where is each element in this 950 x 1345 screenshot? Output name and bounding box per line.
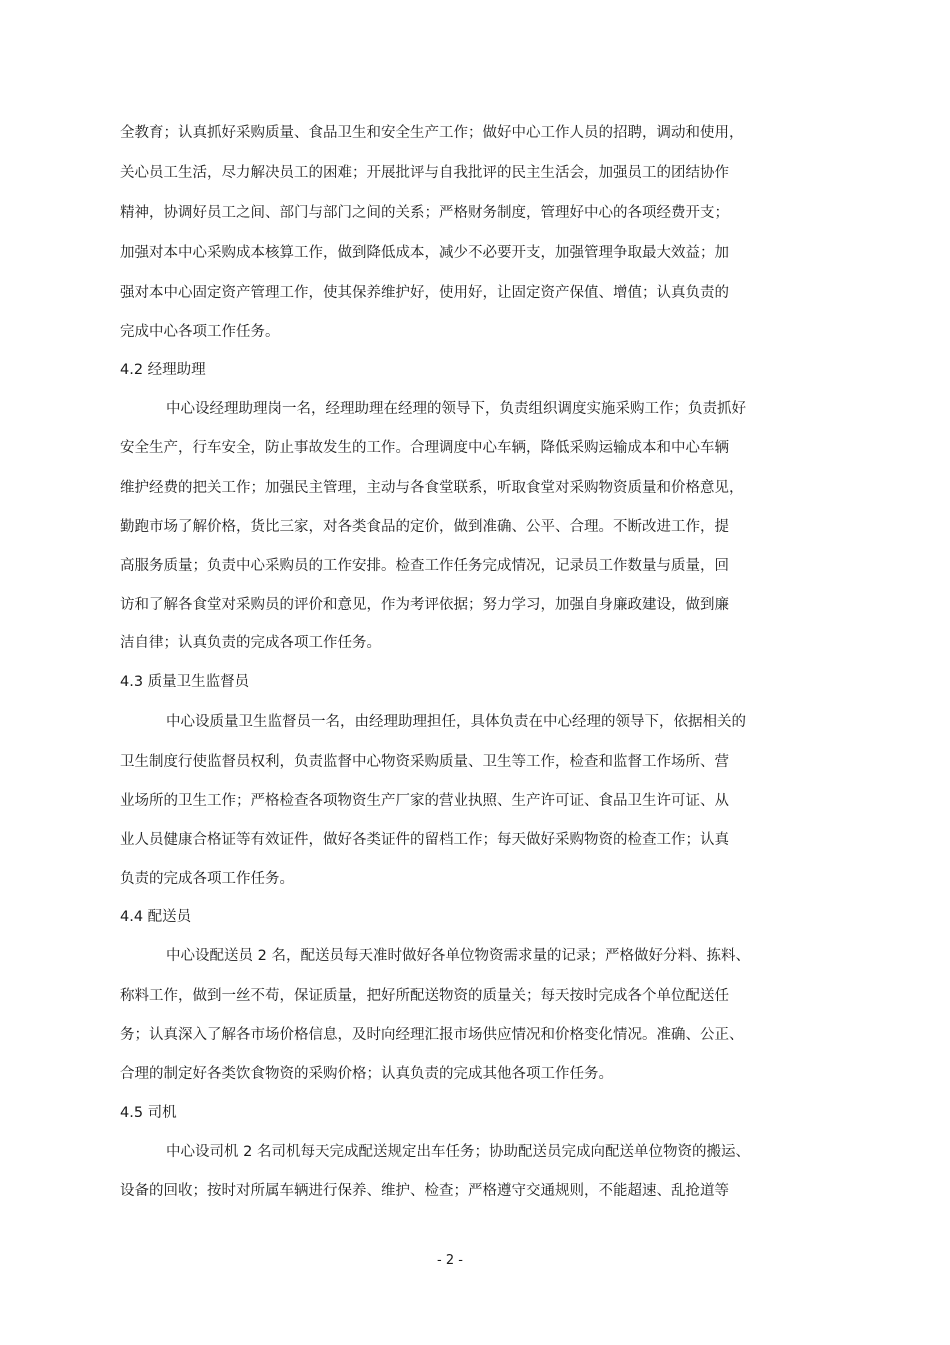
- section-heading: 4.5 司机: [120, 1105, 177, 1121]
- section-heading: 4.2 经理助理: [120, 362, 206, 378]
- body-line: 访和了解各食堂对采购员的评价和意见，作为考评依据；努力学习，加强自身廉政建设，做到廉: [120, 597, 729, 613]
- body-line: 合理的制定好各类饮食物资的采购价格；认真负责的完成其他各项工作任务。: [120, 1066, 613, 1082]
- body-line: 卫生制度行使监督员权利，负责监督中心物资采购质量、卫生等工作，检查和监督工作场所、营: [120, 754, 729, 770]
- body-line: 中心设经理助理岗一名，经理助理在经理的领导下，负责组织调度实施采购工作；负责抓好: [166, 401, 746, 417]
- body-line: 精神，协调好员工之间、部门与部门之间的关系；严格财务制度，管理好中心的各项经费开支；: [120, 205, 729, 221]
- body-line: 负责的完成各项工作任务。: [120, 871, 294, 887]
- body-line: 勤跑市场了解价格，货比三家，对各类食品的定价，做到准确、公平、合理。不断改进工作，提: [120, 519, 729, 535]
- body-line: 业场所的卫生工作；严格检查各项物资生产厂家的营业执照、生产许可证、食品卫生许可证、从: [120, 793, 729, 809]
- section-heading: 4.3 质量卫生监督员: [120, 674, 250, 690]
- body-line: 设备的回收；按时对所属车辆进行保养、维护、检查；严格遵守交通规则，不能超速、乱抢道等: [120, 1183, 729, 1199]
- page-number: - 2 -: [437, 1253, 463, 1268]
- body-line: 完成中心各项工作任务。: [120, 324, 280, 340]
- body-line: 强对本中心固定资产管理工作，使其保养维护好，使用好，让固定资产保值、增值；认真负责的: [120, 285, 729, 301]
- section-heading: 4.4 配送员: [120, 909, 192, 925]
- body-line: 业人员健康合格证等有效证件，做好各类证件的留档工作；每天做好采购物资的检查工作；认真: [120, 832, 729, 848]
- body-line: 中心设司机 2 名司机每天完成配送规定出车任务；协助配送员完成向配送单位物资的搬运、: [166, 1144, 750, 1160]
- body-line: 中心设质量卫生监督员一名，由经理助理担任，具体负责在中心经理的领导下，依据相关的: [166, 714, 746, 730]
- body-line: 安全生产，行车安全，防止事故发生的工作。合理调度中心车辆，降低采购运输成本和中心车辆: [120, 440, 729, 456]
- body-line: 关心员工生活，尽力解决员工的困难；开展批评与自我批评的民主生活会，加强员工的团结协作: [120, 165, 729, 181]
- body-line: 称料工作，做到一丝不苟，保证质量，把好所配送物资的质量关；每天按时完成各个单位配送任: [120, 988, 729, 1004]
- body-line: 中心设配送员 2 名，配送员每天准时做好各单位物资需求量的记录；严格做好分料、拣料、: [166, 948, 750, 964]
- body-line: 高服务质量；负责中心采购员的工作安排。检查工作任务完成情况，记录员工作数量与质量，回: [120, 558, 729, 574]
- body-line: 全教育；认真抓好采购质量、食品卫生和安全生产工作；做好中心工作人员的招聘，调动和使用，: [120, 125, 744, 141]
- body-line: 维护经费的把关工作；加强民主管理，主动与各食堂联系，听取食堂对采购物资质量和价格意见，: [120, 480, 744, 496]
- body-line: 务；认真深入了解各市场价格信息，及时向经理汇报市场供应情况和价格变化情况。准确、公正、: [120, 1027, 744, 1043]
- body-line: 加强对本中心采购成本核算工作，做到降低成本，减少不必要开支，加强管理争取最大效益；加: [120, 245, 729, 261]
- body-line: 洁自律；认真负责的完成各项工作任务。: [120, 635, 381, 651]
